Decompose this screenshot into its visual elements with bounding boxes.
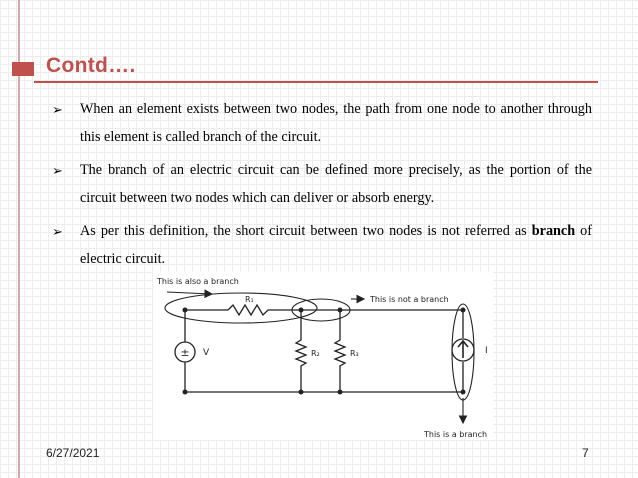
title-underline	[34, 81, 598, 83]
node-dot	[338, 390, 343, 395]
title-accent-box	[12, 62, 34, 76]
circuit-svg	[153, 272, 493, 440]
arrow-bullet-icon: ➢	[52, 224, 63, 239]
i-label: I	[485, 346, 488, 356]
r3-resistor	[335, 310, 345, 392]
circuit-diagram	[153, 272, 493, 440]
r1-resistor	[228, 305, 273, 315]
node-dot	[338, 308, 343, 313]
node-dot	[299, 308, 304, 313]
arrow-bullet-icon: ➢	[52, 163, 63, 178]
r2-label: R₂	[311, 349, 320, 358]
node-dot	[299, 390, 304, 395]
r3-label: R₃	[350, 349, 359, 358]
bullet-item	[52, 218, 592, 273]
node-dot	[183, 308, 188, 313]
arrow-bullet-icon: ➢	[52, 102, 63, 117]
bullet-text: The branch of an electric circuit can be defined more precisely, as the portion of the circuit between two nodes which can deliver or absorb energy.	[80, 162, 592, 206]
voltage-source-sign: ±	[180, 346, 190, 359]
node-dot	[183, 390, 188, 395]
footer-date: 6/27/2021	[46, 446, 100, 460]
arrow-also-branch	[167, 292, 211, 294]
bullet-item	[52, 96, 592, 151]
bullet-list	[52, 96, 592, 279]
r1-label: R₁	[245, 295, 254, 304]
bullet-item	[52, 157, 592, 212]
footer-page-number: 7	[582, 446, 589, 460]
r2-resistor	[296, 310, 306, 392]
branch-ellipse-r1	[165, 293, 317, 323]
label-is-branch: This is a branch	[424, 430, 488, 439]
node-dot	[461, 308, 466, 313]
slide-title: Contd….	[46, 54, 136, 77]
label-also-branch: This is also a branch	[157, 277, 239, 286]
bullet-bold-word: branch	[531, 223, 576, 239]
bullet-text: When an element exists between two nodes, the path from one node to another through this element is called branch of the circuit.	[80, 101, 592, 145]
bullet-text-end: of electric circuit.	[80, 223, 592, 267]
v-label: V	[203, 348, 210, 358]
bullet-text-start: As per this definition, the short circuit between two nodes is not referred as	[80, 223, 532, 239]
label-not-branch: This is not a branch	[370, 295, 449, 304]
node-dot	[461, 390, 466, 395]
